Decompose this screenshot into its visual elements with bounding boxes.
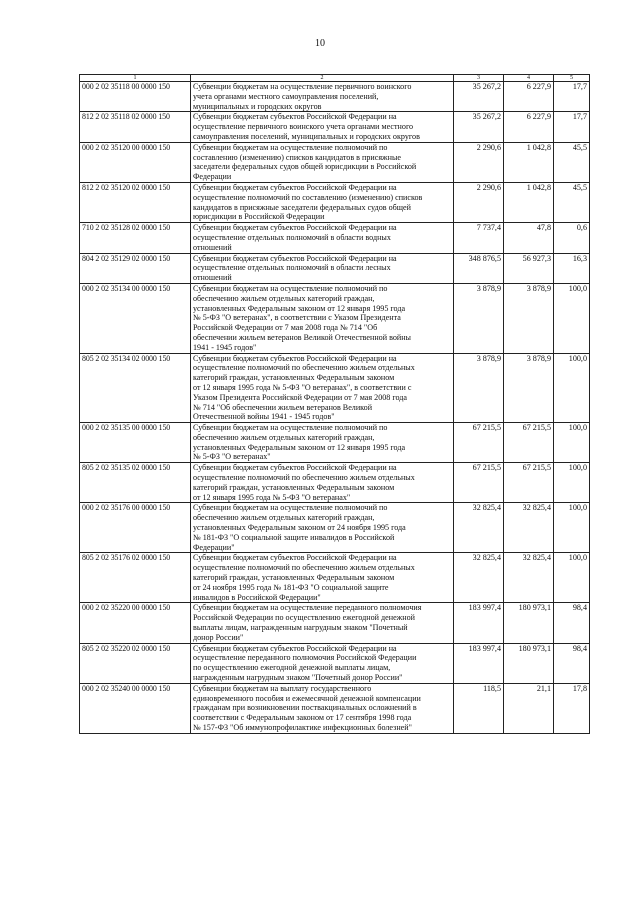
execution-percent-cell: 100,0 [554, 463, 590, 503]
description-cell: Субвенции бюджетам на осуществление первичного воинского учета органами местного самоуправления поселений, муниципальных и городских округов [191, 82, 454, 112]
executed-amount-cell: 67 215,5 [504, 423, 554, 463]
approved-amount-cell: 32 825,4 [454, 553, 504, 603]
budget-code-cell: 000 2 02 35118 00 0000 150 [80, 82, 191, 112]
table-row [80, 353, 590, 423]
approved-amount-cell: 183 997,4 [454, 603, 504, 643]
budget-code-cell: 000 2 02 35240 00 0000 150 [80, 683, 191, 733]
approved-amount-cell: 67 215,5 [454, 423, 504, 463]
description-cell: Субвенции бюджетам на осуществление полномочий по составлению (изменению) списков кандидатов в присяжные заседатели федеральных судов общей юрисдикции в Российской Федерации [191, 142, 454, 182]
execution-percent-cell: 17,7 [554, 112, 590, 142]
approved-amount-cell: 3 878,9 [454, 283, 504, 353]
executed-amount-cell: 21,1 [504, 683, 554, 733]
executed-amount-cell: 56 927,3 [504, 253, 554, 283]
budget-code-cell: 000 2 02 35176 00 0000 150 [80, 503, 191, 553]
description-cell: Субвенции бюджетам на осуществление переданного полномочия Российской Федерации по осуществлению ежегодной денежной выплаты лицам, награжденным нагрудным знаком "Почетный донор России" [191, 603, 454, 643]
execution-percent-cell: 17,8 [554, 683, 590, 733]
approved-amount-cell: 2 290,6 [454, 142, 504, 182]
approved-amount-cell: 32 825,4 [454, 503, 504, 553]
budget-code-cell: 804 2 02 35129 02 0000 150 [80, 253, 191, 283]
description-cell: Субвенции бюджетам субъектов Российской Федерации на осуществление первичного воинского учета органами местного самоуправления поселений, муниципальных и городских округов [191, 112, 454, 142]
approved-amount-cell: 348 876,5 [454, 253, 504, 283]
table-row [80, 463, 590, 503]
budget-code-cell: 000 2 02 35120 00 0000 150 [80, 142, 191, 182]
budget-code-cell: 805 2 02 35135 02 0000 150 [80, 463, 191, 503]
executed-amount-cell: 32 825,4 [504, 503, 554, 553]
table-row [80, 253, 590, 283]
execution-percent-cell: 45,5 [554, 142, 590, 182]
budget-code-cell: 805 2 02 35220 02 0000 150 [80, 643, 191, 683]
execution-percent-cell: 100,0 [554, 503, 590, 553]
approved-amount-cell: 35 267,2 [454, 112, 504, 142]
executed-amount-cell: 1 042,8 [504, 182, 554, 222]
approved-amount-cell: 2 290,6 [454, 182, 504, 222]
execution-percent-cell: 0,6 [554, 223, 590, 253]
budget-code-cell: 000 2 02 35134 00 0000 150 [80, 283, 191, 353]
execution-percent-cell: 98,4 [554, 603, 590, 643]
executed-amount-cell: 67 215,5 [504, 463, 554, 503]
executed-amount-cell: 32 825,4 [504, 553, 554, 603]
column-number: 2 [191, 75, 454, 82]
executed-amount-cell: 3 878,9 [504, 283, 554, 353]
approved-amount-cell: 118,5 [454, 683, 504, 733]
description-cell: Субвенции бюджетам на выплату государственного единовременного пособия и ежемесячной денежной компенсации гражданам при возникновении поствакцинальных осложнений в соответствии с Федеральным законом от 17 сентября 1998 года № 157-ФЗ "Об иммунопрофилактике инфекционных болезней" [191, 683, 454, 733]
execution-percent-cell: 100,0 [554, 353, 590, 423]
table-row [80, 142, 590, 182]
table-row [80, 683, 590, 733]
description-cell: Субвенции бюджетам на осуществление полномочий по обеспечению жильем отдельных категорий граждан, установленных Федеральным законом от 12 января 1995 года № 5-ФЗ "О ветеранах", в соответствии с Указом Президента Российской Федерации от 7 мая 2008 года № 714 "Об обеспечении жильем ветеранов Великой Отечественной войны 1941 - 1945 годов" [191, 283, 454, 353]
description-cell: Субвенции бюджетам на осуществление полномочий по обеспечению жильем отдельных категорий граждан, установленных Федеральным законом от 12 января 1995 года № 5-ФЗ "О ветеранах" [191, 423, 454, 463]
approved-amount-cell: 7 737,4 [454, 223, 504, 253]
column-number-header [80, 75, 590, 82]
description-cell: Субвенции бюджетам на осуществление полномочий по обеспечению жильем отдельных категорий граждан, установленных Федеральным законом от 24 ноября 1995 года № 181-ФЗ "О социальной защите инвалидов в Российской Федерации" [191, 503, 454, 553]
table-row [80, 223, 590, 253]
executed-amount-cell: 6 227,9 [504, 112, 554, 142]
executed-amount-cell: 180 973,1 [504, 643, 554, 683]
budget-code-cell: 000 2 02 35220 00 0000 150 [80, 603, 191, 643]
table-row [80, 112, 590, 142]
description-cell: Субвенции бюджетам субъектов Российской Федерации на осуществление полномочий по составлению (изменению) списков кандидатов в присяжные заседатели федеральных судов общей юрисдикции в Российской Федерации [191, 182, 454, 222]
budget-code-cell: 000 2 02 35135 00 0000 150 [80, 423, 191, 463]
execution-percent-cell: 100,0 [554, 423, 590, 463]
execution-percent-cell: 45,5 [554, 182, 590, 222]
approved-amount-cell: 3 878,9 [454, 353, 504, 423]
budget-code-cell: 805 2 02 35176 02 0000 150 [80, 553, 191, 603]
executed-amount-cell: 1 042,8 [504, 142, 554, 182]
execution-percent-cell: 100,0 [554, 553, 590, 603]
table-row [80, 503, 590, 553]
table-row [80, 643, 590, 683]
description-cell: Субвенции бюджетам субъектов Российской Федерации на осуществление отдельных полномочий в области водных отношений [191, 223, 454, 253]
approved-amount-cell: 183 997,4 [454, 643, 504, 683]
column-number: 1 [80, 75, 191, 82]
description-cell: Субвенции бюджетам субъектов Российской Федерации на осуществление отдельных полномочий в области лесных отношений [191, 253, 454, 283]
executed-amount-cell: 47,8 [504, 223, 554, 253]
column-number: 4 [504, 75, 554, 82]
description-cell: Субвенции бюджетам субъектов Российской Федерации на осуществление переданного полномочия Российской Федерации по осуществлению ежегодной денежной выплаты лицам, награжденным нагрудным знаком "Почетный донор России" [191, 643, 454, 683]
column-number: 5 [554, 75, 590, 82]
description-cell: Субвенции бюджетам субъектов Российской Федерации на осуществление полномочий по обеспечению жильем отдельных категорий граждан, установленных Федеральным законом от 12 января 1995 года № 5-ФЗ "О ветеранах", в соответствии с Указом Президента Российской Федерации от 7 мая 2008 года № 714 "Об обеспечении жильем ветеранов Великой Отечественной войны 1941 - 1945 годов" [191, 353, 454, 423]
executed-amount-cell: 3 878,9 [504, 353, 554, 423]
description-cell: Субвенции бюджетам субъектов Российской Федерации на осуществление полномочий по обеспечению жильем отдельных категорий граждан, установленных Федеральным законом от 12 января 1995 года № 5-ФЗ "О ветеранах" [191, 463, 454, 503]
table-row [80, 553, 590, 603]
table-row [80, 283, 590, 353]
execution-percent-cell: 16,3 [554, 253, 590, 283]
budget-code-cell: 805 2 02 35134 02 0000 150 [80, 353, 191, 423]
budget-code-cell: 812 2 02 35120 02 0000 150 [80, 182, 191, 222]
page-number: 10 [315, 38, 325, 49]
approved-amount-cell: 67 215,5 [454, 463, 504, 503]
execution-percent-cell: 100,0 [554, 283, 590, 353]
approved-amount-cell: 35 267,2 [454, 82, 504, 112]
budget-code-cell: 710 2 02 35128 02 0000 150 [80, 223, 191, 253]
budget-table [79, 74, 590, 734]
budget-code-cell: 812 2 02 35118 02 0000 150 [80, 112, 191, 142]
execution-percent-cell: 17,7 [554, 82, 590, 112]
execution-percent-cell: 98,4 [554, 643, 590, 683]
table-row [80, 603, 590, 643]
table-row [80, 82, 590, 112]
executed-amount-cell: 180 973,1 [504, 603, 554, 643]
executed-amount-cell: 6 227,9 [504, 82, 554, 112]
table-row [80, 423, 590, 463]
description-cell: Субвенции бюджетам субъектов Российской Федерации на осуществление полномочий по обеспечению жильем отдельных категорий граждан, установленных Федеральным законом от 24 ноября 1995 года № 181-ФЗ "О социальной защите инвалидов в Российской Федерации" [191, 553, 454, 603]
table-row [80, 182, 590, 222]
column-number: 3 [454, 75, 504, 82]
